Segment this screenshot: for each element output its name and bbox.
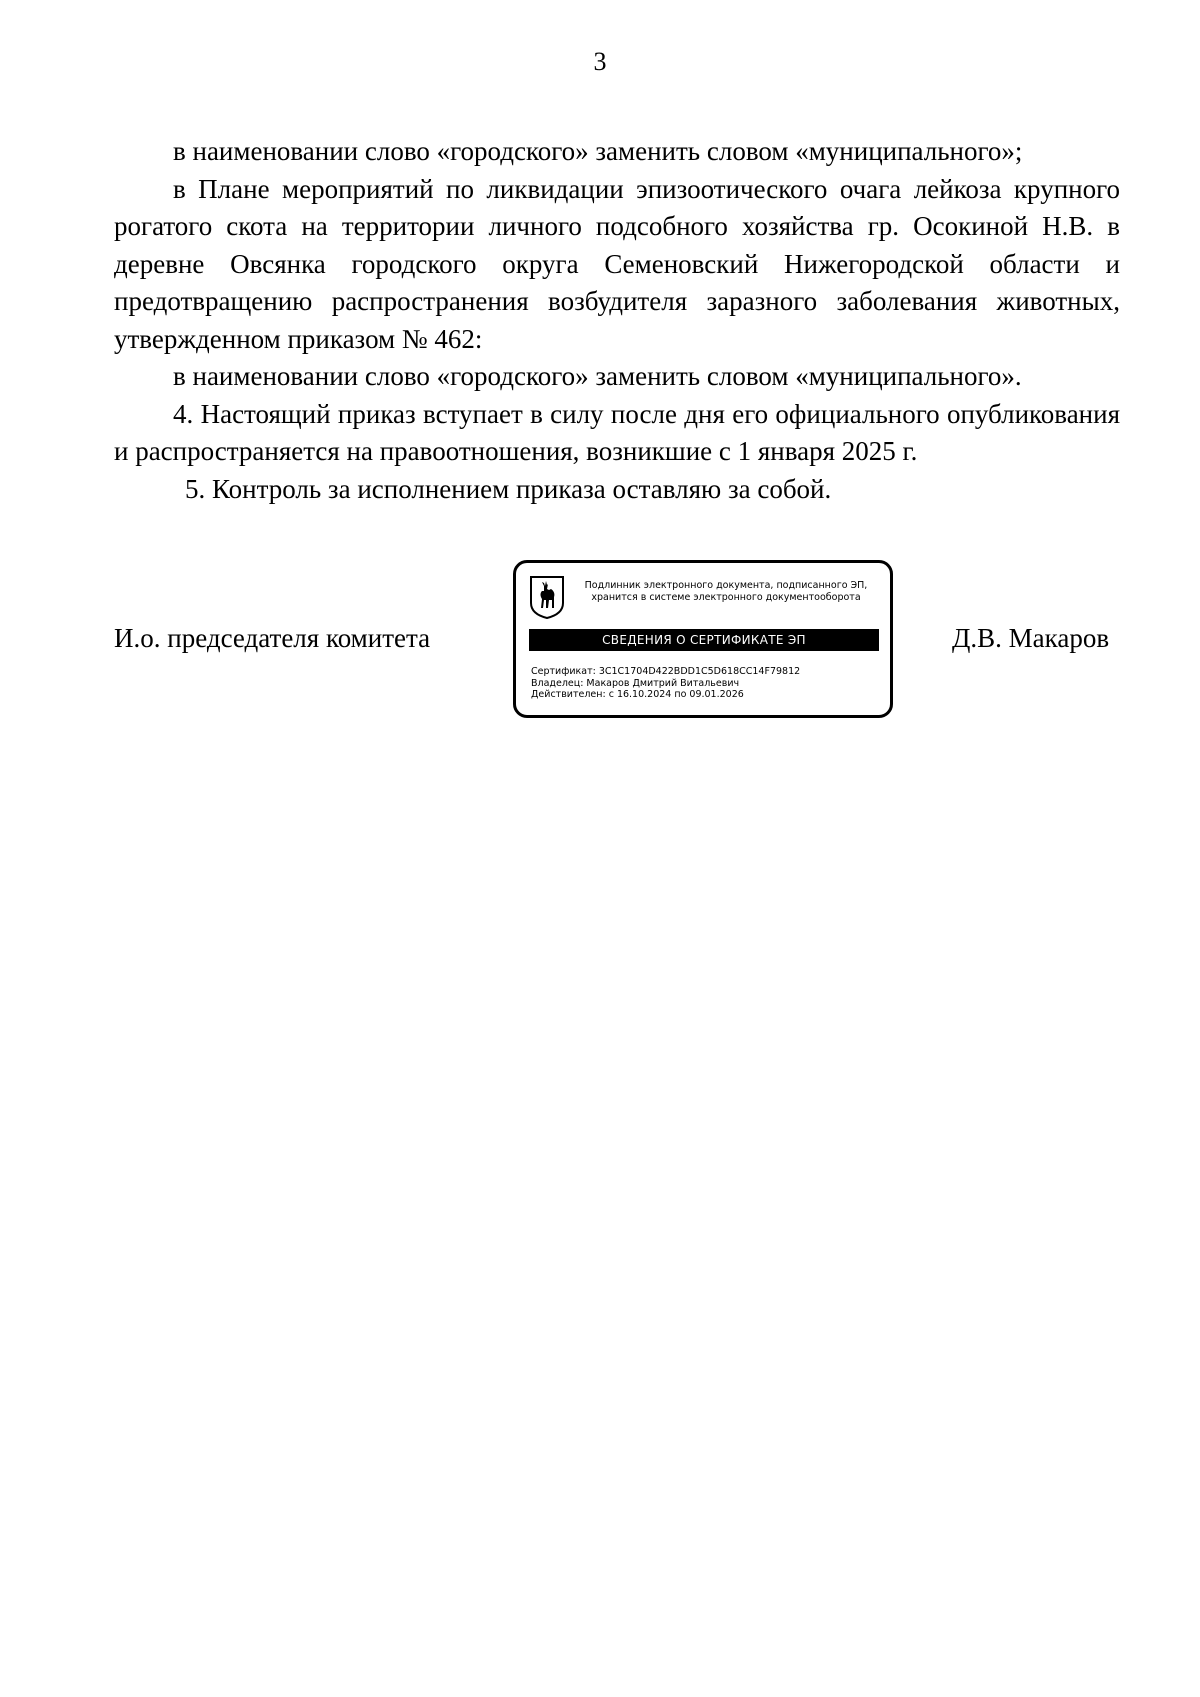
paragraph-3: в наименовании слово «городского» заменить словом «муниципального».	[173, 361, 1022, 391]
stamp-header-line-1: Подлинник электронного документа, подписанного ЭП,	[584, 580, 868, 591]
stamp-certificate-number: Сертификат: 3C1C1704D422BDD1C5D618CC14F79812	[531, 666, 801, 677]
signer-title: И.о. председателя комитета	[114, 623, 431, 653]
electronic-signature-stamp	[513, 560, 893, 718]
stamp-certificate-validity: Действителен: с 16.10.2024 по 09.01.2026	[531, 689, 744, 700]
paragraph-4: 4. Настоящий приказ вступает в силу после дня его официального опубликования и распространяется на правоотношения, возникшие с 1 января 2025 г.	[114, 398, 1120, 466]
paragraph-5: 5. Контроль за исполнением приказа оставляю за собой.	[185, 473, 832, 504]
paragraph-1: в наименовании слово «городского» заменить словом «муниципального»;	[173, 136, 1023, 166]
paragraph-2: в Плане мероприятий по ликвидации эпизоотического очага лейкоза крупного рогатого скота на территории личного подсобного хозяйства гр. Осокиной Н.В. в деревне Овсянка городского округа Семеновский Нижегородской области и предотвращению распространения возбудителя заразного заболевания животных, утвержденном приказом № 462:	[114, 173, 1120, 354]
stamp-certificate-bar: СВЕДЕНИЯ О СЕРТИФИКАТЕ ЭП	[529, 629, 879, 651]
stamp-certificate-owner: Владелец: Макаров Дмитрий Витальевич	[531, 677, 740, 689]
page-number: 3	[593, 47, 607, 76]
stamp-certificate-details	[531, 666, 800, 701]
signer-name: Д.В. Макаров	[952, 623, 1110, 653]
stamp-header	[568, 580, 884, 604]
deer-emblem-icon	[529, 575, 565, 619]
signature-block	[0, 560, 1200, 730]
stamp-header-line-2: хранится в системе электронного документооборота	[591, 592, 861, 603]
document-body	[114, 133, 1120, 508]
